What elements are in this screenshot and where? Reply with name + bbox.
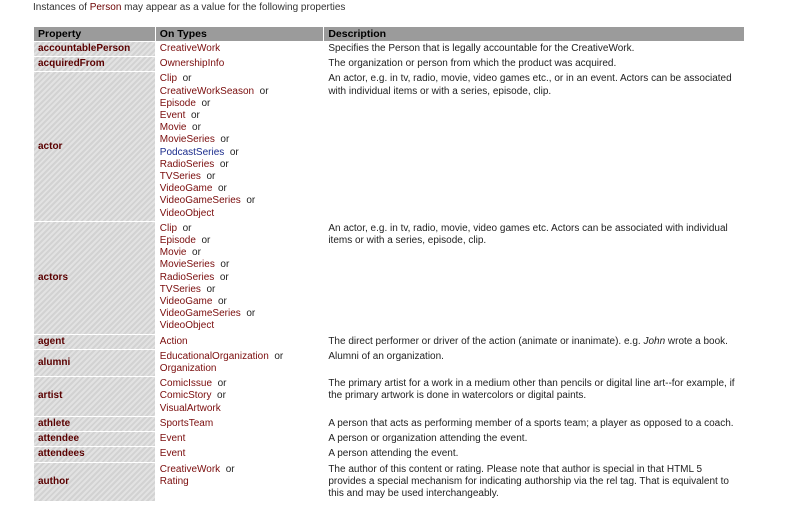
type-link[interactable]: ComicStory — [159, 390, 212, 402]
type-link[interactable]: PodcastSeries — [159, 146, 225, 158]
type-entry — [160, 259, 320, 271]
or-separator: or — [217, 378, 227, 390]
type-entry — [160, 308, 320, 320]
type-entry — [160, 122, 320, 134]
table-row — [34, 42, 744, 56]
on-types-cell — [156, 57, 324, 71]
description-cell — [324, 335, 744, 349]
property-name[interactable]: actors — [34, 222, 155, 334]
or-separator: or — [225, 463, 235, 475]
property-name[interactable]: athlete — [34, 417, 155, 431]
or-separator: or — [182, 73, 192, 85]
description-cell: Specifies the Person that is legally accountable for the CreativeWork. — [328, 43, 635, 54]
type-entry — [160, 296, 320, 308]
type-entry — [160, 433, 320, 445]
type-entry — [160, 110, 320, 122]
type-entry — [160, 284, 320, 296]
person-link[interactable]: Person — [89, 2, 122, 13]
type-entry — [160, 272, 320, 284]
type-entry — [160, 351, 320, 363]
on-types-cell — [156, 432, 324, 446]
table-row — [34, 447, 744, 461]
type-link[interactable]: Action — [159, 335, 188, 347]
table-row — [34, 417, 744, 431]
or-separator: or — [246, 308, 256, 320]
type-link[interactable]: Episode — [159, 235, 196, 247]
type-entry — [160, 147, 320, 159]
or-separator: or — [190, 110, 200, 122]
type-link[interactable]: Event — [159, 433, 186, 445]
description-cell: A person attending the event. — [328, 448, 459, 460]
type-link[interactable]: VideoGameSeries — [159, 195, 241, 207]
type-entry — [160, 98, 320, 110]
or-separator: or — [219, 158, 229, 170]
property-name[interactable]: acquiredFrom — [34, 57, 155, 71]
type-link[interactable]: RadioSeries — [159, 158, 215, 170]
table-row — [34, 463, 744, 502]
description-cell: An actor, e.g. in tv, radio, movie, video games etc. Actors can be associated with individual items or with a series, episode, clip. — [328, 222, 728, 247]
type-link[interactable]: Event — [159, 110, 186, 122]
or-separator: or — [192, 122, 201, 134]
or-separator: or — [220, 134, 230, 146]
or-separator: or — [218, 183, 227, 195]
type-link[interactable]: CreativeWork — [159, 463, 221, 475]
type-link[interactable]: Rating — [159, 475, 189, 487]
property-name[interactable]: agent — [34, 335, 155, 349]
table-row — [34, 335, 744, 349]
on-types-cell — [156, 417, 324, 431]
or-separator: or — [259, 85, 269, 97]
type-entry — [160, 378, 320, 390]
on-types-cell — [156, 72, 324, 220]
type-link[interactable]: ComicIssue — [159, 378, 213, 390]
on-types-cell — [156, 447, 324, 461]
or-separator: or — [201, 97, 211, 109]
type-link[interactable]: MovieSeries — [159, 259, 215, 271]
type-entry — [160, 43, 320, 55]
type-entry — [160, 208, 320, 220]
type-entry — [160, 223, 320, 235]
type-link[interactable]: Movie — [159, 122, 187, 134]
on-types-cell — [156, 42, 324, 56]
table-body — [34, 42, 744, 501]
description-cell: Alumni of an organization. — [328, 350, 444, 362]
or-separator: or — [217, 390, 226, 402]
property-name[interactable]: attendee — [34, 432, 155, 446]
type-entry — [160, 476, 320, 488]
properties-table — [33, 26, 745, 502]
type-link[interactable]: OwnershipInfo — [159, 58, 225, 70]
intro-before: Instances of — [33, 2, 90, 13]
table-row — [34, 432, 744, 446]
property-name[interactable]: accountablePerson — [34, 42, 155, 56]
description-cell: The primary artist for a work in a medium other than pencils or digital line art--for example, if the primary artwork is done in watercolors or digital paints. — [328, 378, 735, 402]
type-link[interactable]: VisualArtwork — [159, 402, 221, 414]
type-entry — [160, 403, 320, 415]
type-link[interactable]: TVSeries — [159, 171, 201, 183]
on-types-cell — [156, 350, 324, 376]
type-link[interactable]: MovieSeries — [159, 134, 215, 146]
type-link[interactable]: CreativeWork — [159, 43, 221, 54]
description-cell: The author of this content or rating. Please note that author is special in that HTML 5 provides a special mechanism for indicating authorship via the rel tag. That is equivalent to this and may be used interchangeably. — [328, 463, 729, 499]
property-name[interactable]: attendees — [34, 447, 155, 461]
table-header-row — [34, 27, 744, 41]
type-link[interactable]: VideoGame — [159, 183, 213, 195]
type-entry — [160, 86, 320, 98]
type-entry — [160, 363, 320, 375]
table-row — [34, 350, 744, 376]
type-entry — [160, 195, 320, 207]
intro-text — [33, 2, 345, 13]
description-text: The direct performer or driver of the action (animate or inanimate). e.g. — [328, 335, 644, 347]
description-cell: A person that acts as performing member of a sports team; a player as opposed to a coach. — [328, 417, 734, 429]
type-link[interactable]: VideoObject — [159, 207, 215, 219]
intro-after: may appear as a value for the following properties — [121, 2, 346, 13]
type-link[interactable]: VideoObject — [159, 320, 215, 332]
description-cell: An actor, e.g. in tv, radio, movie, video games etc., or in an event. Actors can be associated with individual items or with a series, episode, clip. — [328, 73, 732, 97]
type-link[interactable]: Organization — [159, 363, 217, 375]
type-link[interactable]: Event — [159, 448, 186, 460]
table-row — [34, 57, 744, 71]
type-link[interactable]: Clip — [159, 73, 178, 85]
or-separator: or — [220, 259, 230, 271]
type-entry — [160, 320, 320, 332]
type-entry — [160, 134, 320, 146]
or-separator: or — [182, 222, 192, 234]
or-separator: or — [201, 235, 211, 247]
type-link[interactable]: SportsTeam — [159, 417, 214, 429]
type-entry — [160, 235, 320, 247]
type-entry — [160, 418, 320, 430]
header-description: Description — [324, 27, 744, 41]
type-entry — [160, 171, 320, 183]
table-row — [34, 377, 744, 416]
type-entry — [160, 464, 320, 476]
header-property: Property — [34, 27, 155, 41]
type-entry — [160, 183, 320, 195]
property-name[interactable]: author — [34, 463, 155, 502]
type-link[interactable]: VideoGame — [159, 296, 213, 308]
or-separator: or — [274, 350, 284, 362]
type-entry — [160, 73, 320, 85]
or-separator: or — [192, 247, 201, 259]
description-text: wrote a book. — [665, 335, 728, 347]
on-types-cell — [156, 222, 324, 334]
type-entry — [160, 448, 320, 460]
property-name[interactable]: artist — [34, 377, 155, 416]
or-separator: or — [229, 146, 239, 158]
type-entry — [160, 336, 320, 348]
or-separator: or — [246, 195, 256, 207]
table-row — [34, 72, 744, 220]
or-separator: or — [219, 271, 229, 283]
on-types-cell — [156, 377, 324, 416]
type-link[interactable]: Episode — [159, 97, 196, 109]
type-entry — [160, 247, 320, 259]
table-row — [34, 222, 744, 334]
type-link[interactable]: Movie — [159, 247, 187, 259]
property-name[interactable]: alumni — [34, 350, 155, 376]
or-separator: or — [206, 171, 216, 183]
type-link[interactable]: CreativeWorkSeason — [159, 85, 255, 97]
type-entry — [160, 390, 320, 402]
or-separator: or — [218, 296, 227, 308]
on-types-cell — [156, 335, 324, 349]
type-link[interactable]: TVSeries — [159, 283, 201, 295]
description-cell: A person or organization attending the event. — [328, 433, 528, 445]
type-link[interactable]: Clip — [159, 222, 178, 234]
property-name[interactable]: actor — [34, 72, 155, 220]
type-link[interactable]: RadioSeries — [159, 271, 215, 283]
description-emphasis: John — [643, 335, 666, 347]
type-link[interactable]: VideoGameSeries — [159, 308, 241, 320]
type-link[interactable]: EducationalOrganization — [159, 350, 269, 362]
header-on-types: On Types — [156, 27, 324, 41]
description-cell: The organization or person from which the product was acquired. — [328, 58, 617, 70]
type-entry — [160, 159, 320, 171]
or-separator: or — [206, 283, 216, 295]
on-types-cell — [156, 463, 324, 502]
type-entry — [160, 58, 320, 70]
